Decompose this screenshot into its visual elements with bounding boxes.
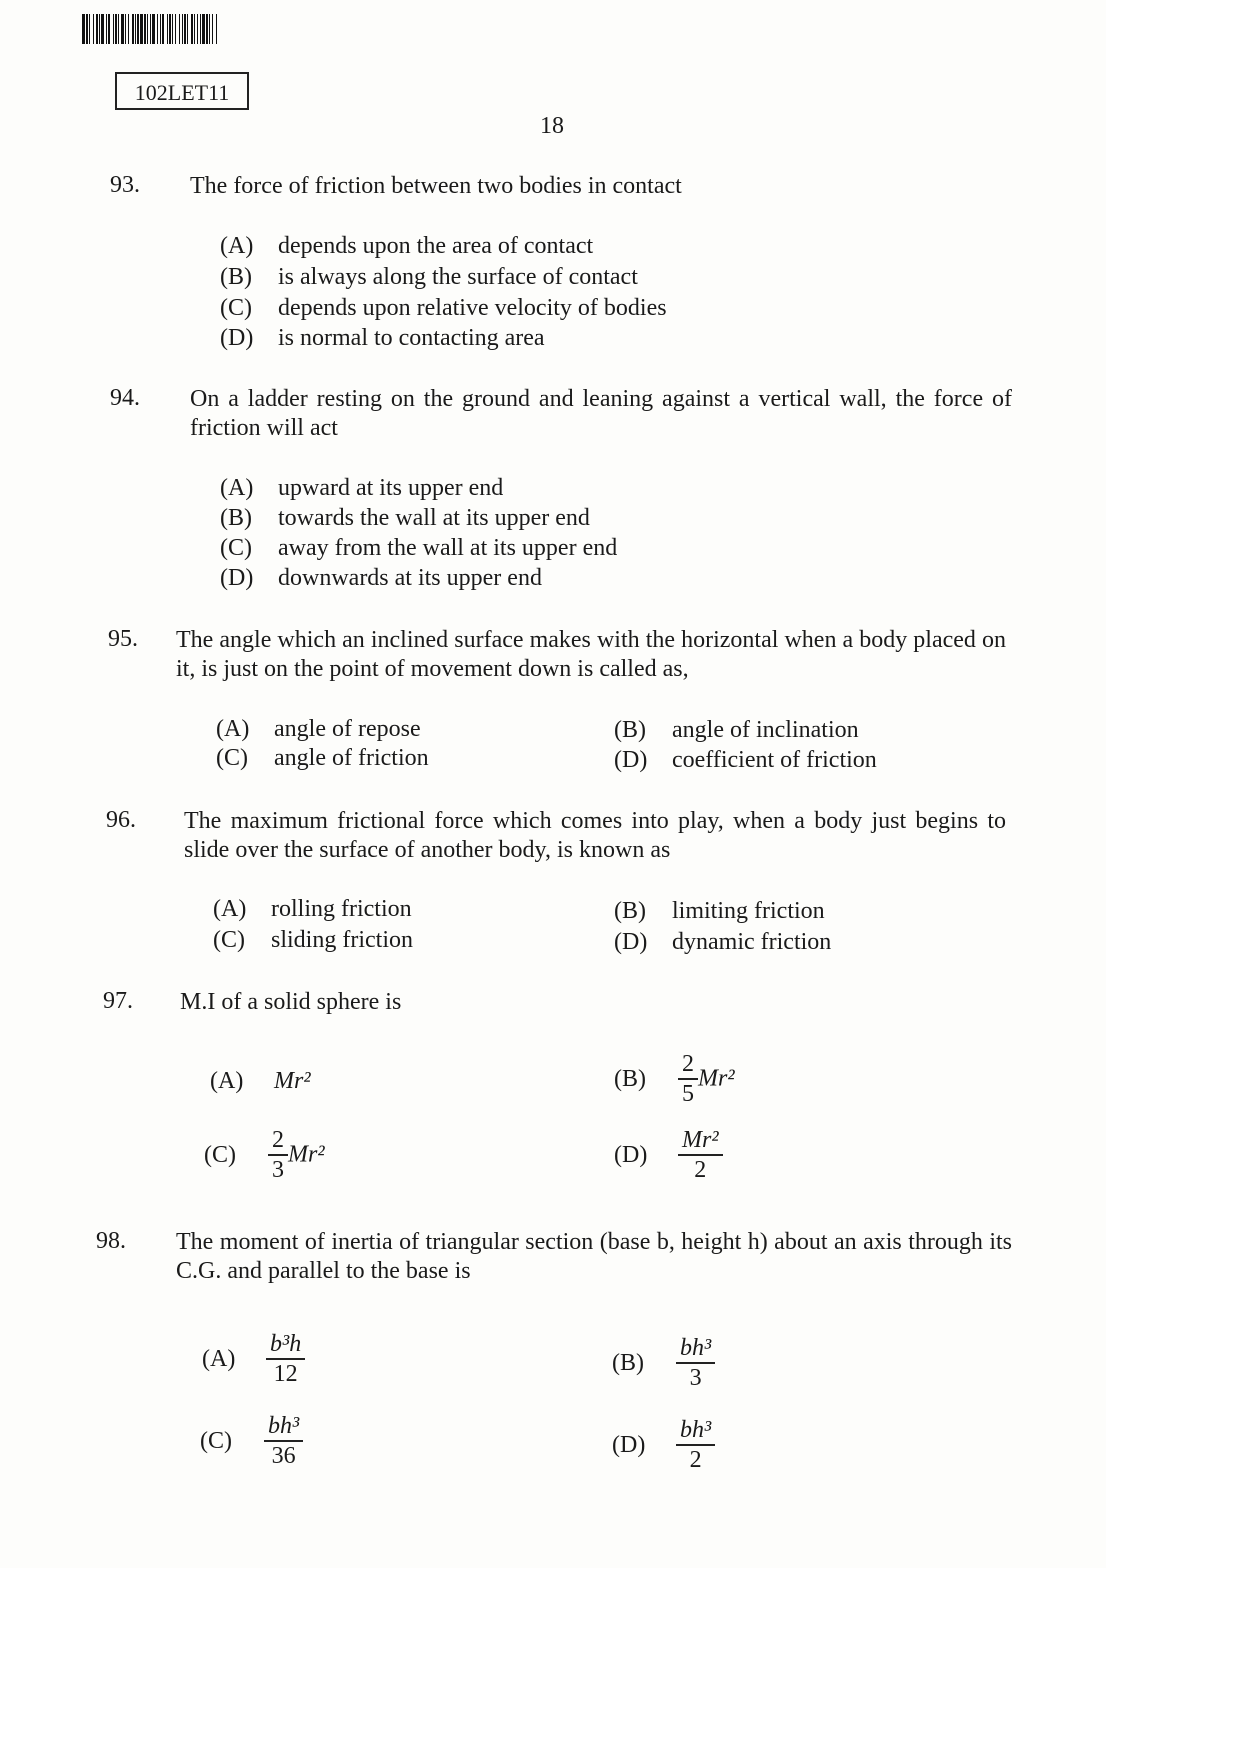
fraction-numerator: Mr²: [678, 1126, 723, 1156]
option-text: is always along the surface of contact: [278, 264, 638, 290]
question-number: 96.: [106, 807, 136, 833]
fraction: [268, 1126, 288, 1184]
question-text: The force of friction between two bodies in contact: [190, 173, 682, 199]
fraction-denominator: 3: [689, 1365, 702, 1391]
barcode-bar: [216, 14, 217, 44]
option: [614, 717, 859, 744]
option-label: (A): [202, 1345, 236, 1372]
option-text: rolling friction: [271, 896, 412, 922]
paper-code: 102LET11: [115, 72, 249, 110]
option: [614, 898, 825, 925]
fraction-denominator: 3: [268, 1154, 288, 1184]
option-label: (C): [200, 1427, 232, 1454]
option: [614, 929, 831, 956]
question-text: The angle which an inclined surface makes with the horizontal when a body placed on it, is just on the point of movement down is called as,: [176, 627, 1006, 682]
option: [220, 565, 542, 592]
option-label: (A): [220, 233, 254, 259]
fraction: [678, 1126, 723, 1184]
option: [220, 505, 590, 532]
option-text: away from the wall at its upper end: [278, 535, 618, 561]
option-text: is normal to contacting area: [278, 325, 545, 351]
option-label: (D): [614, 1141, 648, 1168]
fraction-denominator: 2: [694, 1157, 707, 1183]
option: [614, 1126, 723, 1184]
option-math: Mr²: [274, 1068, 311, 1094]
option: [216, 716, 421, 743]
fraction-numerator: bh³: [264, 1412, 303, 1442]
option: [220, 233, 593, 260]
option: [220, 295, 667, 322]
option-text: upward at its upper end: [278, 475, 504, 501]
option: [216, 745, 429, 772]
option: [220, 475, 503, 502]
option-text: dynamic friction: [672, 929, 832, 955]
option-text: limiting friction: [672, 898, 825, 924]
option-label: (C): [204, 1141, 236, 1168]
page-number: 18: [540, 113, 564, 139]
fraction-denominator: 12: [273, 1361, 298, 1387]
fraction-numerator: 2: [272, 1127, 284, 1153]
option-label: (B): [614, 1065, 646, 1092]
option: [614, 1050, 735, 1108]
option: [220, 535, 617, 562]
option: [213, 896, 412, 923]
option-label: (A): [210, 1068, 244, 1094]
option: [612, 1416, 715, 1474]
fraction: [676, 1334, 715, 1392]
fraction: [676, 1416, 715, 1474]
fraction-numerator: b³h: [266, 1330, 305, 1360]
question-number: 95.: [108, 626, 138, 652]
fraction: [264, 1412, 303, 1470]
fraction: [266, 1330, 305, 1388]
option-math: Mr²: [698, 1065, 735, 1092]
option-text: towards the wall at its upper end: [278, 505, 590, 531]
question-text: The maximum frictional force which comes into play, when a body just begins to slide over the surface of another body, is known as: [184, 808, 1006, 863]
fraction-denominator: 2: [689, 1447, 702, 1473]
option-label: (C): [216, 745, 248, 771]
option: [614, 747, 877, 774]
fraction-denominator: 5: [678, 1078, 698, 1108]
option-text: angle of inclination: [672, 717, 859, 743]
option-text: depends upon the area of contact: [278, 233, 594, 259]
option-label: (B): [614, 898, 646, 924]
fraction: [678, 1050, 698, 1108]
option: [213, 927, 413, 954]
option-label: (D): [612, 1431, 646, 1458]
fraction-numerator: bh³: [676, 1416, 715, 1446]
fraction-denominator: 36: [271, 1443, 296, 1469]
barcode: [82, 14, 326, 44]
fraction-numerator: bh³: [676, 1334, 715, 1364]
option: [210, 1068, 311, 1095]
option-text: sliding friction: [271, 927, 413, 953]
option-text: angle of repose: [274, 716, 421, 742]
option-label: (B): [220, 505, 252, 531]
option-label: (B): [612, 1349, 644, 1376]
option-label: (B): [220, 264, 252, 290]
question-text: On a ladder resting on the ground and leaning against a vertical wall, the force of friction will act: [190, 386, 1012, 441]
option-label: (C): [213, 927, 245, 953]
question-number: 94.: [110, 385, 140, 411]
option: [204, 1126, 325, 1184]
option-label: (D): [614, 929, 648, 955]
question-number: 98.: [96, 1228, 126, 1254]
option-label: (A): [216, 716, 250, 742]
option-label: (C): [220, 535, 252, 561]
option-math: Mr²: [288, 1141, 325, 1168]
option: [220, 264, 638, 291]
option-label: (D): [614, 747, 648, 773]
question-number: 97.: [103, 988, 133, 1014]
option-label: (B): [614, 717, 646, 743]
option: [612, 1334, 715, 1392]
question-text: M.I of a solid sphere is: [180, 989, 402, 1015]
option-text: angle of friction: [274, 745, 429, 771]
question-text: The moment of inertia of triangular section (base b, height h) about an axis through its C.G. and parallel to the base is: [176, 1229, 1012, 1284]
option-label: (A): [220, 475, 254, 501]
option-label: (A): [213, 896, 247, 922]
option-text: coefficient of friction: [672, 747, 877, 773]
option: [200, 1412, 303, 1470]
option-label: (D): [220, 565, 254, 591]
option-text: depends upon relative velocity of bodies: [278, 295, 667, 321]
option-label: (D): [220, 325, 254, 351]
option: [220, 325, 545, 352]
option-text: downwards at its upper end: [278, 565, 542, 591]
fraction-numerator: 2: [682, 1051, 694, 1077]
option: [202, 1330, 305, 1388]
question-number: 93.: [110, 172, 140, 198]
option-label: (C): [220, 295, 252, 321]
